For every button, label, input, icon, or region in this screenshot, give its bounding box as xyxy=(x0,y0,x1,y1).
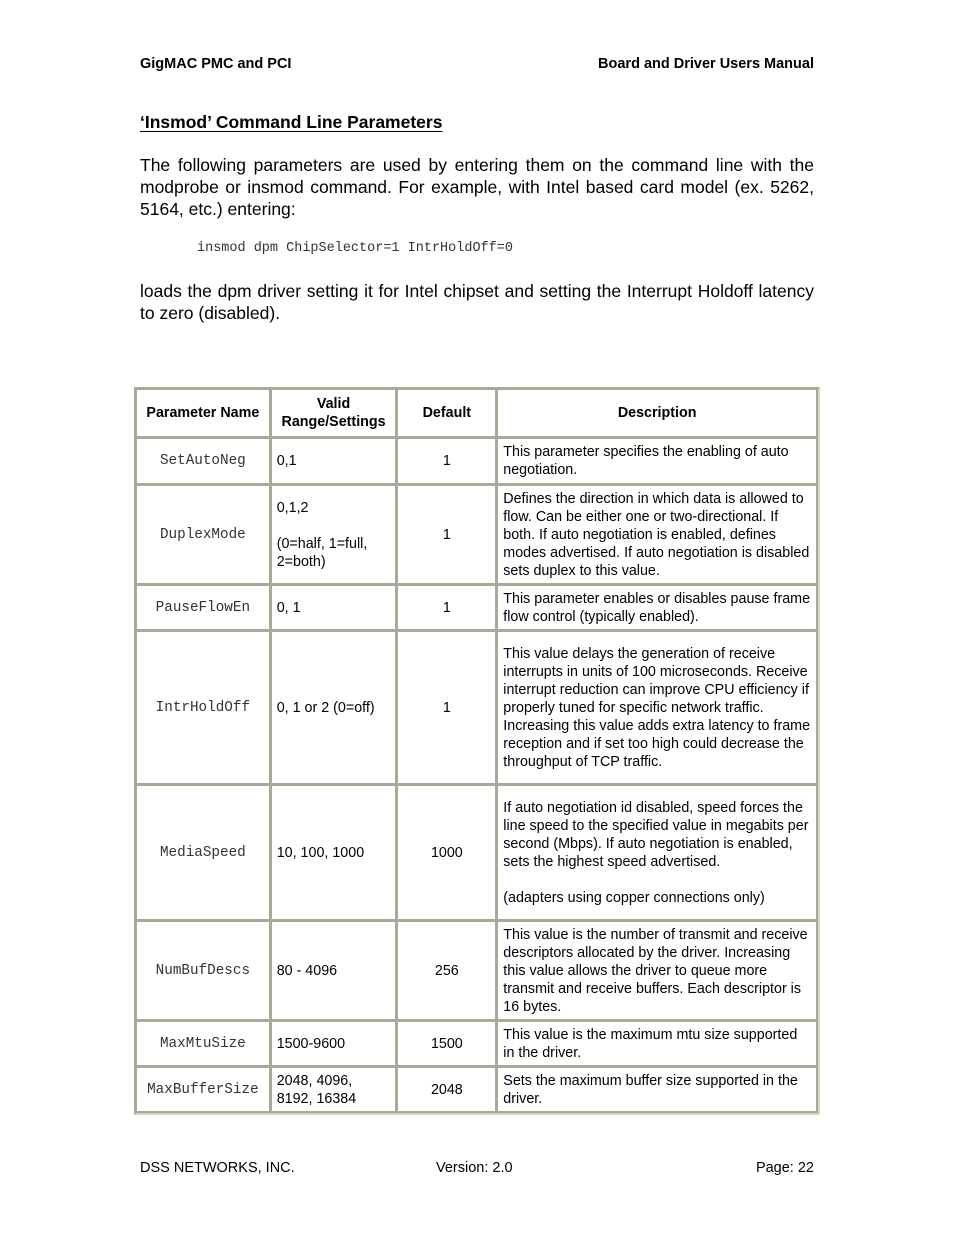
page-header xyxy=(140,56,814,72)
param-range: 2048, 4096, 8192, 16384 xyxy=(271,1067,398,1113)
param-name: PauseFlowEn xyxy=(136,585,271,631)
table-row xyxy=(136,1067,818,1113)
param-default: 1 xyxy=(397,585,497,631)
header-default: Default xyxy=(397,389,497,438)
example-command: insmod dpm ChipSelector=1 IntrHoldOff=0 xyxy=(197,241,513,256)
param-default: 1 xyxy=(397,631,497,785)
param-description: Defines the direction in which data is allowed to flow. Can be either one or two-directional. If both. If auto negotiation is enabled, defines modes advertised. If auto negotiation is disabled sets duplex to this value. xyxy=(497,485,818,585)
footer-version: Version: 2.0 xyxy=(436,1160,513,1176)
param-range: 1500-9600 xyxy=(271,1021,398,1067)
param-name: DuplexMode xyxy=(136,485,271,585)
footer-company: DSS NETWORKS, INC. xyxy=(140,1160,295,1176)
param-description: This value is the maximum mtu size supported in the driver. xyxy=(497,1021,818,1067)
table-row xyxy=(136,631,818,785)
param-range: 0,1 xyxy=(271,438,398,485)
param-description: This parameter enables or disables pause frame flow control (typically enabled). xyxy=(497,585,818,631)
explanation-paragraph: loads the dpm driver setting it for Intel chipset and setting the Interrupt Holdoff latency to zero (disabled). xyxy=(140,281,814,323)
header-description: Description xyxy=(497,389,818,438)
param-description-note: (adapters using copper connections only) xyxy=(503,889,765,906)
table-header-row xyxy=(136,389,818,438)
header-valid-range: Valid Range/Settings xyxy=(271,389,398,438)
footer-page-number: Page: 22 xyxy=(755,1160,814,1176)
param-default: 1500 xyxy=(397,1021,497,1067)
table-row xyxy=(136,921,818,1021)
param-range: 0, 1 xyxy=(271,585,398,631)
param-range-cell xyxy=(271,485,398,585)
param-description-cell xyxy=(497,785,818,921)
param-name: SetAutoNeg xyxy=(136,438,271,485)
param-range: 0, 1 or 2 (0=off) xyxy=(271,631,398,785)
param-description: This parameter specifies the enabling of auto negotiation. xyxy=(497,438,818,485)
param-default: 1 xyxy=(397,485,497,585)
intro-paragraph: The following parameters are used by entering them on the command line with the modprobe or insmod command. For example, with Intel based card model (ex. 5262, 5164, etc.) entering: xyxy=(140,155,814,219)
section-title: ‘Insmod’ Command Line Parameters xyxy=(140,112,443,132)
param-name: MediaSpeed xyxy=(136,785,271,921)
param-range-note: (0=half, 1=full, 2=both) xyxy=(276,535,368,570)
header-doc-title: GigMAC PMC and PCI xyxy=(140,56,292,72)
param-range: 10, 100, 1000 xyxy=(271,785,398,921)
param-default: 256 xyxy=(397,921,497,1021)
param-description: This value delays the generation of receive interrupts in units of 100 microseconds. Receive interrupt reduction can improve CPU efficiency if properly tuned for specific network traffic. Increasing this value adds extra latency to frame reception and if set too high could decrease the throughput of TCP traffic. xyxy=(497,631,818,785)
table-row xyxy=(136,485,818,585)
table-row xyxy=(136,1021,818,1067)
header-parameter-name: Parameter Name xyxy=(136,389,271,438)
param-description: This value is the number of transmit and receive descriptors allocated by the driver. Increasing this value allows the driver to queue more transmit and receive buffers. Each descriptor is 16 bytes. xyxy=(497,921,818,1021)
param-default: 1000 xyxy=(397,785,497,921)
param-description: If auto negotiation id disabled, speed forces the line speed to the specified value in megabits per second (Mbps). If auto negotiation is enabled, sets the highest speed advertised. xyxy=(503,799,809,870)
param-name: MaxMtuSize xyxy=(136,1021,271,1067)
table-row xyxy=(136,438,818,485)
param-name: MaxBufferSize xyxy=(136,1067,271,1113)
param-default: 2048 xyxy=(397,1067,497,1113)
param-name: IntrHoldOff xyxy=(136,631,271,785)
table-row xyxy=(136,785,818,921)
parameters-table xyxy=(134,387,820,1115)
param-description: Sets the maximum buffer size supported in the driver. xyxy=(497,1067,818,1113)
param-default: 1 xyxy=(397,438,497,485)
param-name: NumBufDescs xyxy=(136,921,271,1021)
table-row xyxy=(136,585,818,631)
param-range: 80 - 4096 xyxy=(271,921,398,1021)
header-manual-title: Board and Driver Users Manual xyxy=(598,56,814,72)
param-range: 0,1,2 xyxy=(276,499,309,516)
